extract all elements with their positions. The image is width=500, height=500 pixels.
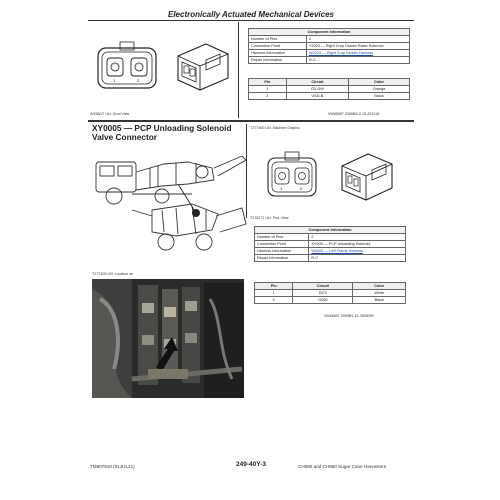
table-row: Repair Information R-C	[249, 57, 410, 64]
component-info-title: Component Information	[255, 227, 406, 234]
footer-page-number: 249-40Y-3	[236, 461, 266, 468]
table-row: Harness Information W2005 — Left Frame Harness	[255, 248, 406, 255]
section-rule	[88, 120, 414, 122]
page-header-title: Electronically Actuated Mechanical Devices	[168, 10, 334, 19]
table-row: 1 5372 White	[255, 290, 406, 297]
footer-product: CH580 and CH960 Sugar Cane Harvesters	[298, 464, 387, 469]
table-row: 1 CD-DW Orange	[249, 86, 410, 93]
table-row: Harness Information W2023 — Right Crop Divider Harness	[249, 50, 410, 57]
svg-text:2: 2	[137, 78, 140, 83]
table-row: Number of Pins 2	[249, 36, 410, 43]
pcp-connector-side-view	[336, 146, 396, 204]
top-pin-table: Pin Circuit Color 1 CD-DW Orange 2 USD-B Black	[248, 78, 410, 100]
header-rule	[88, 20, 414, 21]
connector-front-view-drawing	[96, 40, 158, 92]
svg-text:1: 1	[280, 186, 283, 191]
location-caption: T2T7400 UN: Location an	[92, 272, 134, 276]
table-row: 2 G050 Black	[255, 297, 406, 304]
machine-graphic-caption: T2T7400 UN: Machine Graphic	[250, 126, 300, 130]
table-row: Repair Information R-C	[255, 255, 406, 262]
table-row: Number of Pins 2	[255, 234, 406, 241]
pcp-connector-front-view	[266, 150, 318, 200]
top-divider	[238, 22, 239, 118]
harvester-machine-graphic	[92, 150, 250, 272]
location-photo	[92, 279, 244, 398]
svg-text:2: 2	[300, 186, 303, 191]
component-info-title: Component Information	[249, 29, 410, 36]
table-row: Connection Point XY005 — PCP Unloading Solenoid	[255, 241, 406, 248]
harness-link[interactable]: W2005 — Left Frame Harness	[309, 248, 406, 255]
section-table-caption: VW65897 2009BY-19-2509099	[324, 314, 374, 318]
top-table-caption: VW65897 2009BG-0 19-201218	[328, 112, 380, 116]
table-row: 2 USD-B Black	[249, 93, 410, 100]
footer-doc-id: TM807810 (01JUL21)	[90, 464, 135, 469]
section-pin-table: Pin Circuit Color 1 5372 White 2 G050 Black	[254, 282, 406, 304]
top-component-table	[248, 28, 410, 64]
connector-side-view-drawing	[170, 38, 232, 94]
section-component-table	[254, 226, 406, 262]
table-row: Connection Point Y2023 — Right Crop Divider Raise Solenoid	[249, 43, 410, 50]
section-title: XY0005 — PCP Unloading Solenoid Valve Connector	[92, 123, 232, 142]
svg-text:1: 1	[113, 78, 116, 83]
manual-page	[88, 0, 414, 500]
harness-link[interactable]: W2023 — Right Crop Divider Harness	[306, 50, 409, 57]
section-connector-caption: T2T8271 UN: Pin1 View	[250, 216, 289, 220]
top-connector-caption: W1580/7 UN: Grnd View	[90, 112, 130, 116]
